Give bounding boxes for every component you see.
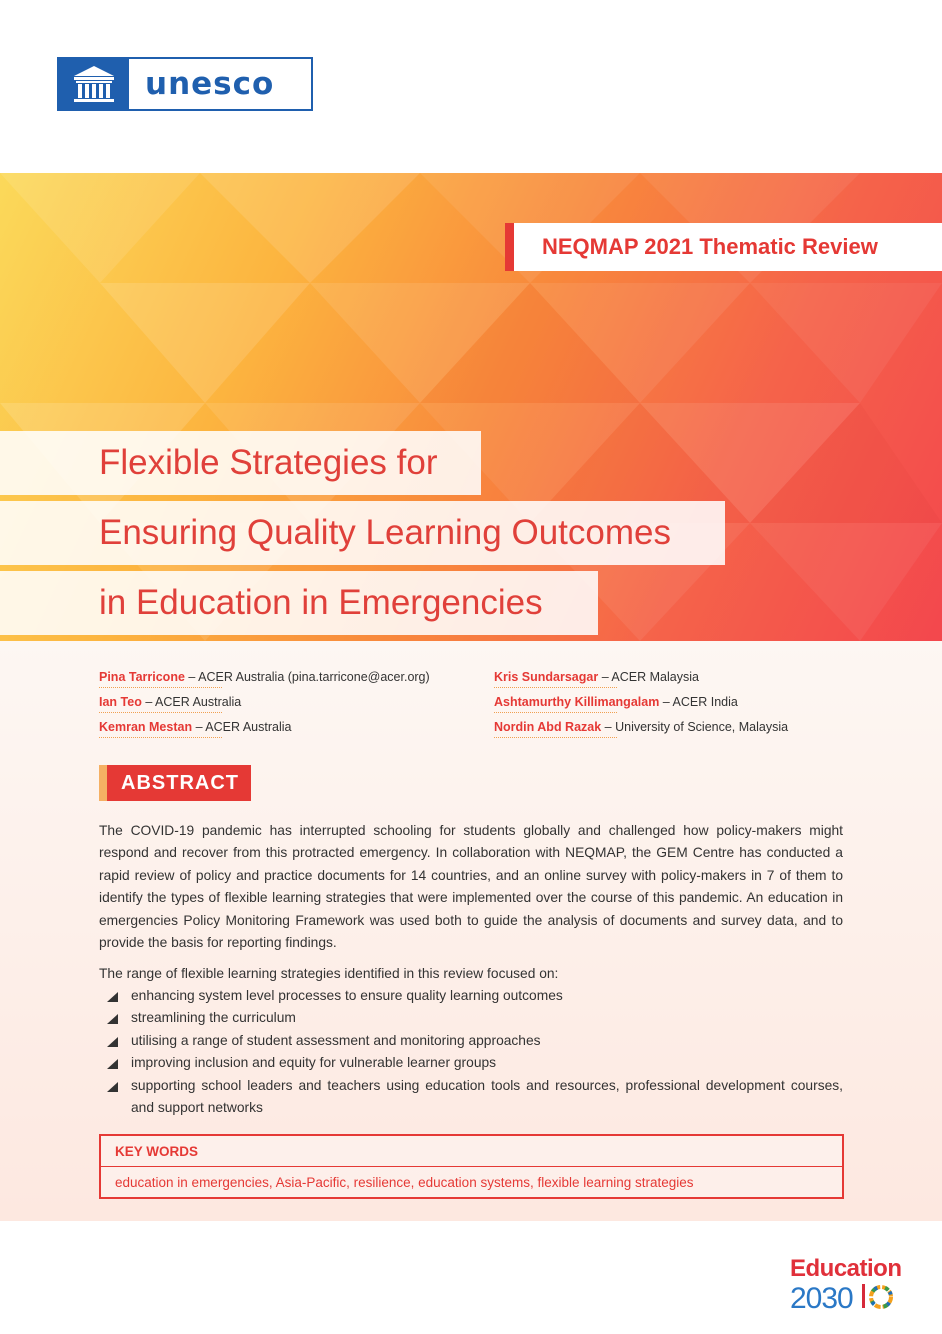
sdg-color-wheel-icon: [860, 1283, 894, 1311]
author-name: Pina Tarricone: [99, 670, 185, 684]
triangle-bullet-icon: [107, 1014, 118, 1024]
author-name: Kemran Mestan: [99, 720, 193, 734]
authors-right: [494, 665, 788, 740]
title-line-2: Ensuring Quality Learning Outcomes: [0, 501, 725, 565]
author-name: Ashtamurthy Killimangalam: [494, 695, 660, 709]
strategies-intro: The range of flexible learning strategies identified in this review focused on:: [99, 966, 559, 981]
education-2030-logo: [790, 1255, 920, 1315]
author-affiliation: – ACER Australia: [141, 695, 242, 709]
list-item: [99, 1052, 843, 1074]
triangle-bullet-icon: [107, 1037, 118, 1047]
author-entry: [494, 690, 788, 715]
author-name: Nordin Abd Razak: [494, 720, 602, 734]
author-entry: [99, 715, 430, 740]
unesco-logo: [57, 57, 313, 111]
list-item-text: enhancing system level processes to ensure quality learning outcomes: [131, 988, 563, 1003]
education-wordmark: Education: [790, 1255, 902, 1282]
keywords-box: [99, 1134, 844, 1199]
title-line-3: in Education in Emergencies: [0, 571, 598, 635]
keywords-list: education in emergencies, Asia-Pacific, resilience, education systems, flexible learning strategies: [115, 1174, 694, 1190]
list-item: [99, 1007, 843, 1029]
title-line-1: Flexible Strategies for: [0, 431, 481, 495]
abstract-heading: ABSTRACT: [99, 765, 251, 801]
author-name: Kris Sundarsagar: [494, 670, 599, 684]
unesco-wordmark: unesco: [145, 66, 275, 102]
author-affiliation: – University of Science, Malaysia: [601, 720, 789, 734]
author-affiliation: – ACER Australia (pina.tarricone@acer.org): [184, 670, 430, 684]
list-item: [99, 1030, 843, 1052]
abstract-body: The COVID-19 pandemic has interrupted schooling for students globally and challenged how policy-makers might respond and recover from this protracted emergency. In collaboration with NEQMAP, the GEM Centre has conducted a rapid review of policy and practice documents for 14 countries, and an online survey with policy-makers in 7 of them to identify the types of flexible learning strategies that were implemented over the course of this pandemic. An education in emergencies Policy Monitoring Framework was used both to guide the analysis of documents and survey data, and to provide the basis for reporting findings.: [99, 823, 843, 951]
unesco-temple-icon: [59, 59, 129, 109]
list-item-text: supporting school leaders and teachers using education tools and resources, professional development courses, and support networks: [131, 1077, 843, 1116]
author-affiliation: – ACER India: [659, 695, 738, 709]
author-affiliation: – ACER Malaysia: [598, 670, 699, 684]
keywords-heading: KEY WORDS: [101, 1136, 842, 1167]
series-label: NEQMAP 2021 Thematic Review: [505, 223, 942, 271]
list-item: [99, 985, 843, 1007]
list-item: [99, 1075, 843, 1120]
triangle-bullet-icon: [107, 1059, 118, 1069]
author-entry: [494, 665, 788, 690]
author-entry: [494, 715, 788, 740]
triangle-bullet-icon: [107, 992, 118, 1002]
author-affiliation: – ACER Australia: [192, 720, 292, 734]
triangle-bullet-icon: [107, 1082, 118, 1092]
author-entry: [99, 665, 430, 690]
list-item-text: streamlining the curriculum: [131, 1010, 296, 1026]
author-entry: [99, 690, 430, 715]
list-item-text: utilising a range of student assessment and monitoring approaches: [131, 1032, 541, 1048]
year-text: 2030: [790, 1282, 853, 1315]
year-wordmark: [790, 1283, 920, 1315]
list-item-text: improving inclusion and equity for vulnerable learner groups: [131, 1055, 497, 1071]
author-name: Ian Teo: [99, 695, 142, 709]
authors-left: [99, 665, 430, 740]
strategies-list: [99, 985, 843, 1119]
